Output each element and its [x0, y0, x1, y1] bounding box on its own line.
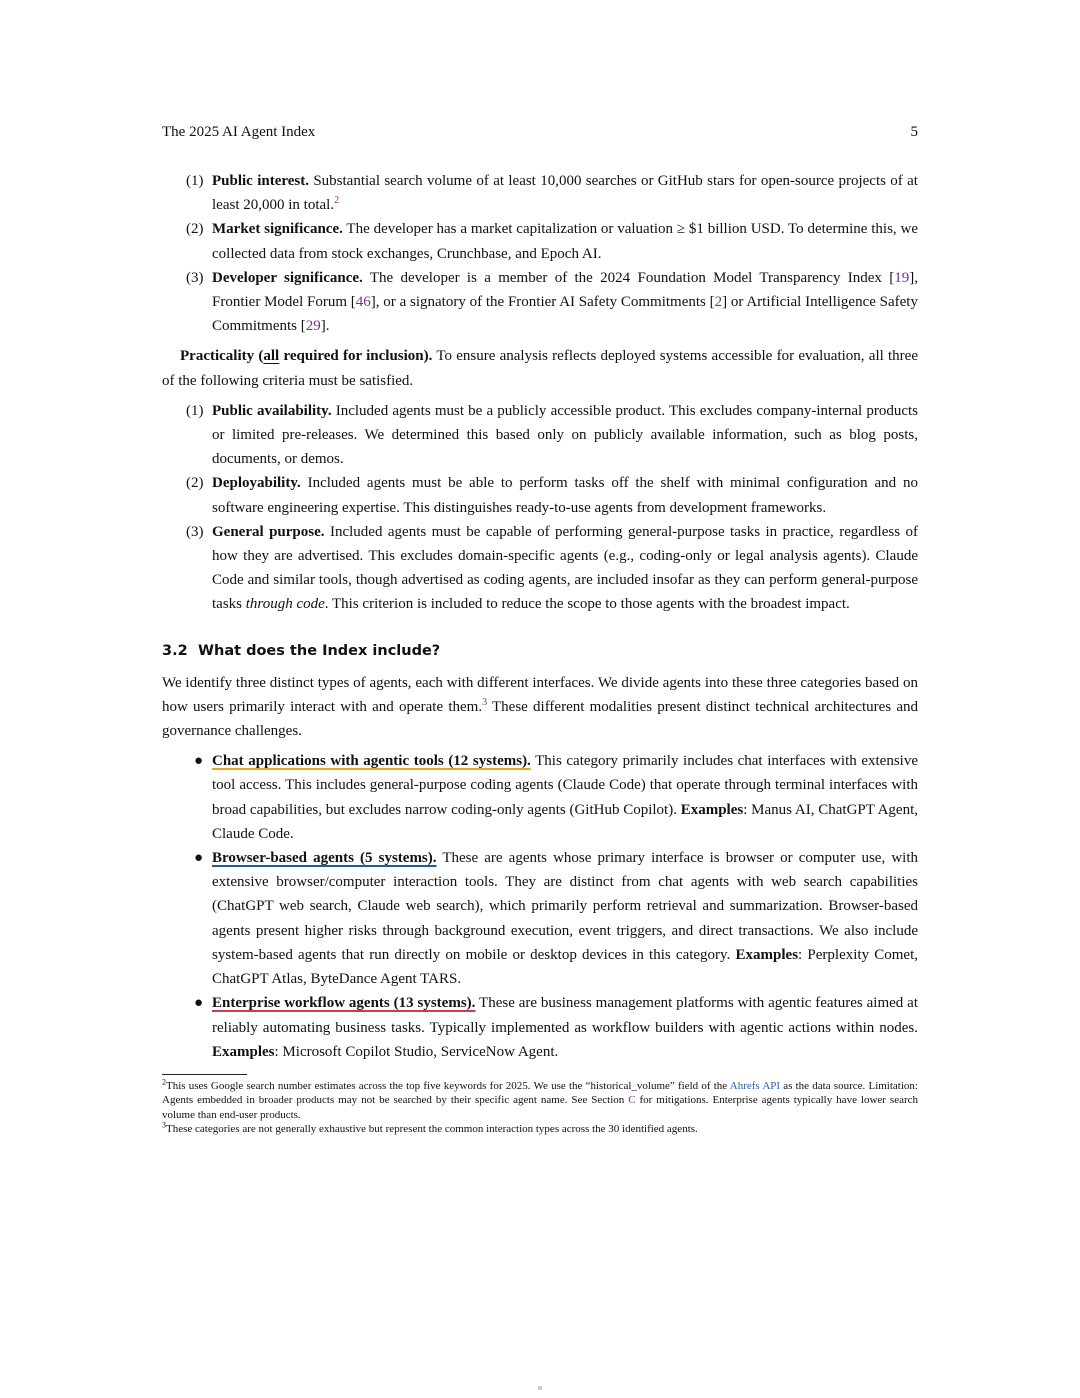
practicality-paragraph: Practicality (all required for inclusion). To ensure analysis reflects deployed systems accessible for evaluation, all three of the following criteria must be satisfied.: [162, 348, 918, 389]
paper-page: [162, 121, 918, 1137]
section-intro: We identify three distinct types of agents, each with different interfaces. We divide agents into these three categories based on how users primarily interact with and operate them.$^3$ These different modalities present distinct technical architectures and governance challenges.: [162, 674, 918, 740]
bullet-icon: ●: [194, 753, 204, 770]
criterion-label: Deployability.: [212, 475, 301, 492]
list-item: (2) Deployability. Included agents must be able to perform tasks off the shelf with minimal configuration and no software engineering expertise. This distinguishes ready-to-use agents from development frameworks.: [186, 475, 918, 516]
page-marker: [538, 1386, 542, 1390]
footnote-divider: [162, 1074, 247, 1075]
footnote-ref[interactable]: 3: [482, 696, 488, 708]
section-c-link[interactable]: C: [628, 1094, 636, 1107]
criterion-label: Public availability.: [212, 402, 332, 419]
section-title: What does the Index include?: [198, 642, 441, 659]
criterion-label: Market significance.: [212, 221, 343, 238]
list-item: (3) Developer significance. The developer is a member of the 2024 Foundation Model Transparency Index [19], Frontier Model Forum [46], or a signatory of the Frontier AI Safety Commitments [2] or Artificial Intelligence Safety Commitments [29].: [186, 269, 918, 335]
category-label-enterprise: Enterprise workflow agents (13 systems).: [212, 995, 476, 1012]
criterion-label: Public interest.: [212, 173, 309, 189]
footnote-3: $^3$These categories are not generally exhaustive but represent the common interaction types across the 30 identified agents.: [162, 1120, 698, 1136]
list-item: (1) Public availability. Included agents must be a publicly accessible product. This excludes company-internal products or limited pre-releases. We determined this based only on publicly available information, such as blog posts, documents, or demos.: [186, 402, 919, 468]
citation-link[interactable]: 46: [355, 294, 371, 311]
practicality-criteria-list: [162, 399, 918, 617]
all-underlined: all: [263, 348, 280, 365]
list-item: (2) Market significance. The developer has a market capitalization or valuation ≥ $1 billion USD. To determine this, we collected data from stock exchanges, Crunchbase, and Epoch AI.: [186, 221, 918, 262]
footnote-ref[interactable]: 2: [334, 195, 340, 207]
criterion-label: General purpose.: [212, 523, 325, 540]
category-label-browser: Browser-based agents (5 systems).: [212, 850, 437, 867]
section-number: 3.2: [162, 642, 188, 659]
agent-categories-list: [162, 749, 918, 1064]
ahrefs-api-link[interactable]: Ahrefs API: [729, 1079, 781, 1092]
list-item: (3) General purpose. Included agents must be capable of performing general-purpose tasks in practice, regardless of how they are advertised. This excludes domain-specific agents (e.g., coding-only or legal analysis agents). Claude Code and similar tools, though advertised as coding agents, are included insofar as they can perform general-purpose tasks through code. This criterion is included to reduce the scope to those agents with the broadest impact.: [186, 523, 918, 613]
list-item: ● Chat applications with agentic tools (12 systems). This category primarily includes chat interfaces with extensive tool access. This includes general-purpose coding agents (Claude Code) that operate through terminal interfaces with broad capabilities, but excludes narrow coding-only agents (GitHub Copilot). Examples: Manus AI, ChatGPT Agent, Claude Code.: [162, 749, 918, 846]
significance-criteria-list: [162, 169, 918, 338]
category-label-chat: Chat applications with agentic tools (12 systems).: [212, 753, 531, 770]
citation-link[interactable]: 19: [894, 269, 910, 286]
list-item: (1) Public interest. Substantial search volume of at least 10,000 searches or GitHub stars for open-source projects of at least 20,000 in total.$^2$: [186, 173, 918, 214]
running-header: [162, 121, 918, 143]
page-number: 5: [910, 124, 918, 140]
bullet-icon: ●: [194, 850, 204, 867]
running-title: The 2025 AI Agent Index: [162, 124, 316, 140]
bullet-icon: ●: [194, 995, 204, 1012]
footnote-2: $^2$This uses Google search number estimates across the top five keywords for 2025. We use the “historical_volume” field of the Ahrefs API as the data source. Limitation: Agents embedded in broader products may not be searched by their specific agent name. See Section C for mitigations. Enterprise agents typically have lower search volume than end-user products.: [162, 1077, 919, 1121]
citation-link[interactable]: 29: [305, 318, 321, 335]
list-item: ● Enterprise workflow agents (13 systems). These are business management platforms with agentic features aimed at reliably automating business tasks. Typically implemented as workflow builders with agentic actions within nodes. Examples: Microsoft Copilot Studio, ServiceNow Agent.: [162, 991, 918, 1064]
criterion-label: Developer significance.: [212, 269, 363, 286]
section-heading: [162, 641, 918, 661]
citation-link[interactable]: 2: [714, 294, 723, 311]
list-item: ● Browser-based agents (5 systems). These are agents whose primary interface is browser or computer use, with extensive browser/computer interaction tools. They are distinct from chat agents with web search capabilities (ChatGPT web search, Claude web search), which primarily perform retrieval and summarization. Browser-based agents present higher risks through background execution, event triggers, and direct transactions. We also include system-based agents that run directly on mobile or desktop devices in this category. Examples: Perplexity Comet, ChatGPT Atlas, ByteDance Agent TARS.: [162, 846, 918, 991]
